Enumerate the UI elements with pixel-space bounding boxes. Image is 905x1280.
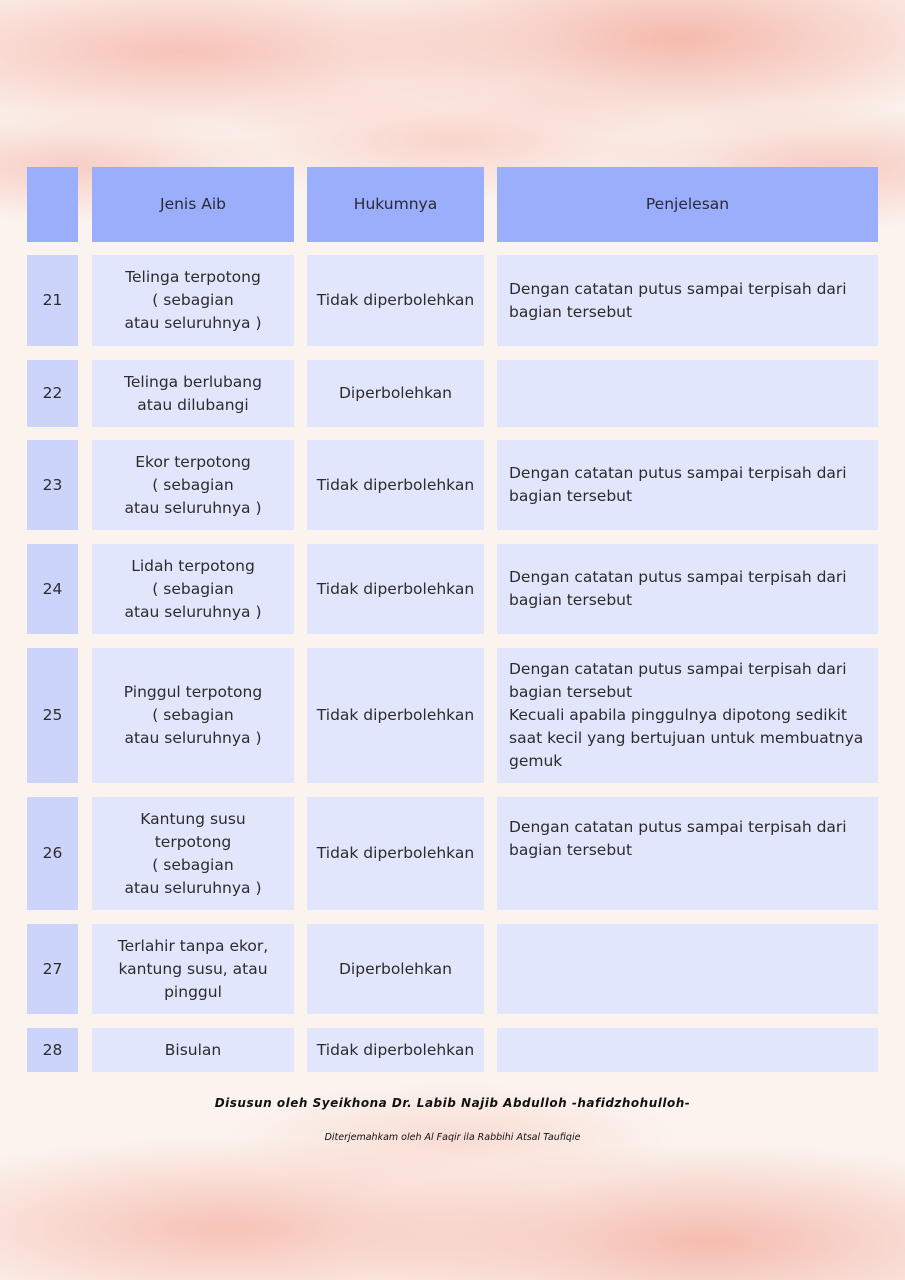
row-number-cell — [27, 544, 78, 634]
row-number-cell — [27, 648, 78, 783]
penjelasan-cell — [497, 797, 878, 910]
row-number: 28 — [42, 1040, 63, 1059]
author-credit: Disusun oleh Syeikhona Dr. Labib Najib Abdulloh -hafidzhohulloh- — [214, 1096, 691, 1110]
header-jenis-aib — [92, 167, 294, 242]
header-penjelasan-label: Penjelesan — [645, 195, 730, 213]
row-number: 25 — [42, 706, 63, 724]
hukum-text: Tidak diperbolehkan — [316, 706, 475, 724]
row-number: 23 — [42, 475, 63, 494]
header-hukumnya-label: Hukumnya — [353, 195, 438, 213]
jenis-aib-cell — [92, 648, 294, 783]
row-number: 26 — [42, 844, 63, 862]
hukum-text: Tidak diperbolehkan — [316, 579, 475, 598]
hukum-cell — [307, 544, 484, 634]
jenis-aib-text: Lidah terpotong ( sebagian atau seluruhnya ) — [124, 556, 262, 621]
jenis-aib-cell — [92, 440, 294, 530]
hukum-cell — [307, 648, 484, 783]
row-number-cell — [27, 360, 78, 427]
penjelasan-text: Dengan catatan putus sampai terpisah dari bagian tersebut — [509, 279, 847, 321]
jenis-aib-cell — [92, 797, 294, 910]
jenis-aib-cell — [92, 544, 294, 634]
row-number-cell — [27, 924, 78, 1014]
row-number-cell — [27, 255, 78, 346]
hukum-text: Tidak diperbolehkan — [316, 844, 475, 862]
jenis-aib-text: Kantung susu terpotong ( sebagian atau seluruhnya ) — [124, 809, 262, 897]
jenis-aib-text: Terlahir tanpa ekor, kantung susu, atau pinggul — [117, 936, 269, 1001]
row-number-cell — [27, 440, 78, 530]
penjelasan-text: Dengan catatan putus sampai terpisah dari bagian tersebut Kecuali apabila pinggulnya dipotong sedikit saat kecil yang bertujuan untuk membuatnya gemuk — [509, 660, 864, 770]
hukum-cell — [307, 360, 484, 427]
jenis-aib-cell — [92, 1028, 294, 1072]
jenis-aib-cell — [92, 255, 294, 346]
hukum-text: Diperbolehkan — [338, 959, 452, 978]
jenis-aib-text: Ekor terpotong ( sebagian atau seluruhnya ) — [124, 452, 262, 517]
row-number-cell — [27, 1028, 78, 1072]
penjelasan-cell — [497, 648, 878, 783]
hukum-text: Tidak diperbolehkan — [316, 291, 475, 309]
hukum-cell — [307, 797, 484, 910]
header-penjelasan — [497, 167, 878, 242]
hukum-cell — [307, 440, 484, 530]
jenis-aib-text: Bisulan — [164, 1040, 222, 1059]
penjelasan-text: Dengan catatan putus sampai terpisah dari bagian tersebut — [509, 818, 847, 859]
header-hukumnya — [307, 167, 484, 242]
translator-credit: Diterjemahkam oleh Al Faqir ila Rabbihi Atsal Taufiqie — [324, 1132, 581, 1143]
penjelasan-cell — [497, 924, 878, 1014]
jenis-aib-text: Telinga berlubang atau dilubangi — [124, 372, 262, 414]
row-number: 27 — [42, 959, 63, 978]
penjelasan-text: Dengan catatan putus sampai terpisah dari bagian tersebut — [509, 464, 847, 505]
penjelasan-cell — [497, 255, 878, 346]
jenis-aib-cell — [92, 924, 294, 1014]
hukum-cell — [307, 924, 484, 1014]
row-number: 22 — [42, 384, 63, 402]
row-number: 24 — [42, 579, 63, 598]
header-jenis-aib-label: Jenis Aib — [160, 195, 226, 213]
hukum-text: Diperbolehkan — [338, 384, 452, 402]
penjelasan-text: Dengan catatan putus sampai terpisah dari bagian tersebut — [509, 568, 847, 609]
row-number: 21 — [42, 291, 63, 309]
hukum-text: Tidak diperbolehkan — [316, 1040, 475, 1059]
hukum-cell — [307, 255, 484, 346]
penjelasan-cell — [497, 440, 878, 530]
penjelasan-cell — [497, 544, 878, 634]
penjelasan-cell — [497, 360, 878, 427]
jenis-aib-cell — [92, 360, 294, 427]
jenis-aib-text: Telinga terpotong ( sebagian atau seluruhnya ) — [124, 268, 262, 332]
header-number-cell — [27, 167, 78, 242]
jenis-aib-text: Pinggul terpotong ( sebagian atau seluruhnya ) — [123, 683, 263, 747]
hukum-text: Tidak diperbolehkan — [316, 475, 475, 494]
penjelasan-cell — [497, 1028, 878, 1072]
hukum-cell — [307, 1028, 484, 1072]
row-number-cell — [27, 797, 78, 910]
